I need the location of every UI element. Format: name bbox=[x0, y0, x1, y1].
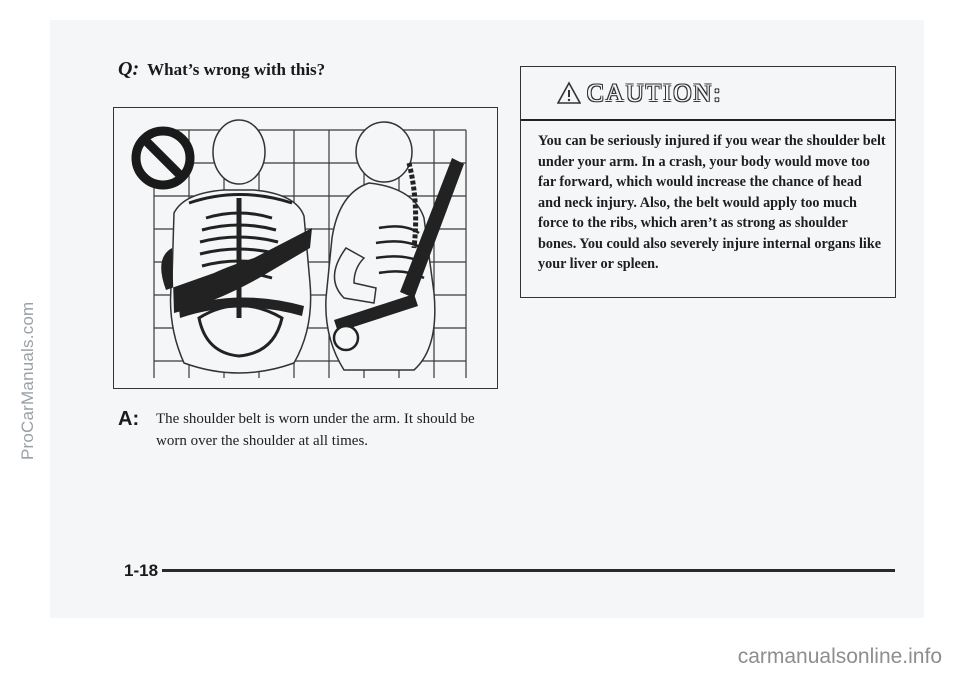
prohibited-icon bbox=[136, 131, 190, 185]
caution-box bbox=[520, 66, 896, 298]
caution-body: You can be seriously injured if you wear the shoulder belt under your arm. In a crash, your body would move too far forward, which would increase the chance of head and neck injury. Also, the belt would apply too much force to the ribs, which aren’t as strong as shoulder bones. You could also severely injure internal organs like your liver or spleen. bbox=[538, 133, 886, 272]
seatbelt-illustration bbox=[113, 107, 498, 389]
question bbox=[118, 58, 325, 81]
answer bbox=[118, 408, 498, 452]
question-text: What’s wrong with this? bbox=[147, 60, 326, 79]
answer-text: The shoulder belt is worn under the arm. It should be worn over the shoulder at all times. bbox=[156, 411, 475, 449]
page-number: 1-18 bbox=[124, 561, 159, 580]
side-watermark-text: ProCarManuals.com bbox=[18, 301, 37, 460]
illustration-svg bbox=[114, 108, 497, 388]
side-figure bbox=[326, 122, 464, 370]
caution-header bbox=[521, 67, 895, 121]
footer-rule bbox=[162, 569, 895, 572]
warning-triangle-icon bbox=[557, 81, 581, 105]
answer-marker: A: bbox=[118, 408, 140, 430]
bottom-watermark: carmanualsonline.info bbox=[737, 645, 942, 668]
question-marker: Q: bbox=[118, 58, 140, 80]
caution-title: CAUTION: bbox=[587, 80, 723, 107]
